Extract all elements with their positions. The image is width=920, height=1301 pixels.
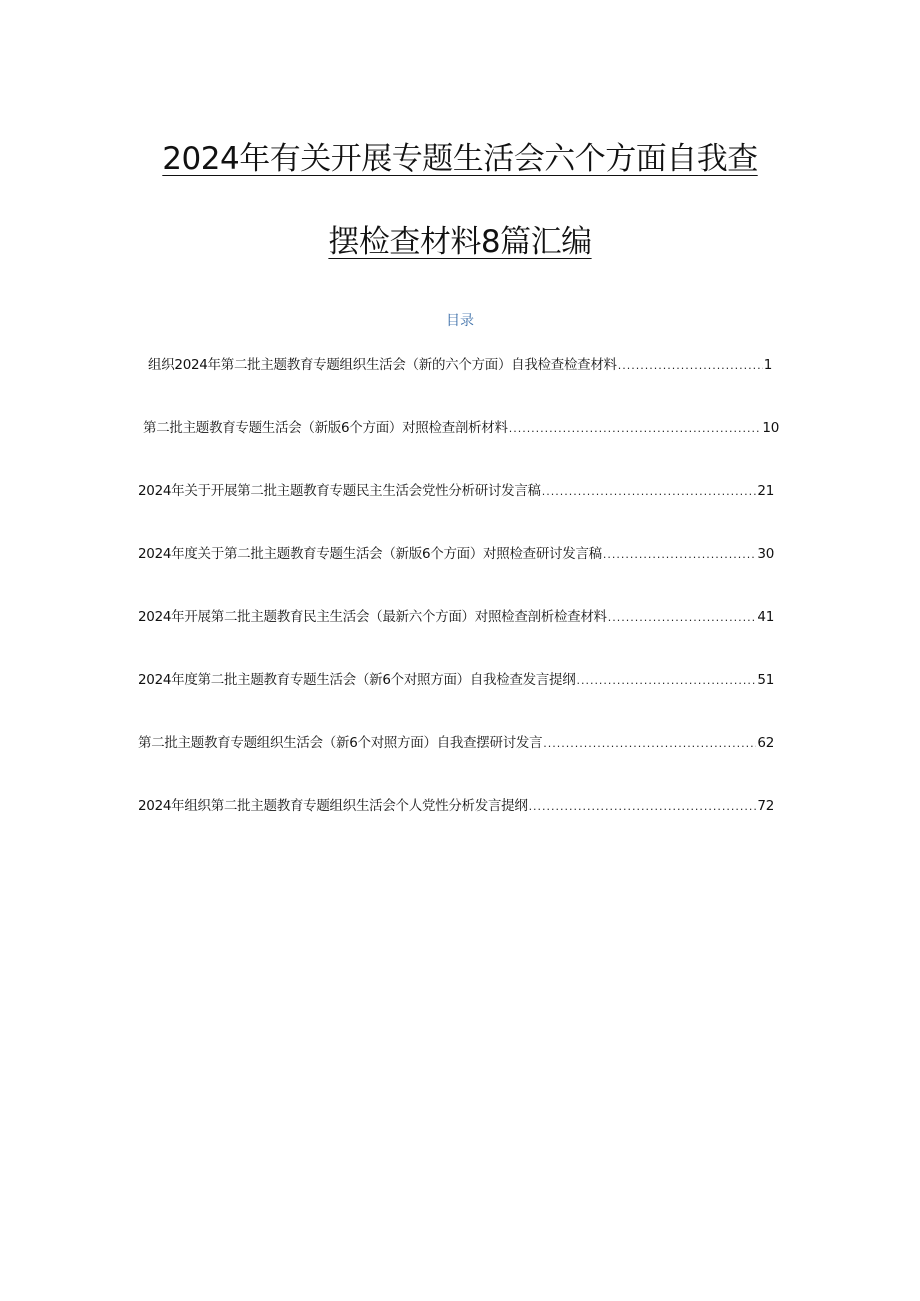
document-title-text-2: 摆检查材料8篇汇编: [328, 224, 592, 260]
toc-entry-page: 21: [757, 483, 774, 499]
document-title-line-1: [0, 139, 920, 179]
toc-entry-title: 2024年度第二批主题教育专题生活会（新6个对照方面）自我检查发言提纲: [138, 672, 576, 688]
toc-entry[interactable]: [148, 355, 772, 375]
toc-entry-page: 41: [757, 609, 774, 625]
toc-heading: 目录: [446, 313, 474, 329]
toc-entry-leader: [618, 356, 763, 376]
toc-entry[interactable]: [138, 481, 774, 501]
toc-entry-leader: [608, 608, 757, 628]
toc-entry[interactable]: [138, 607, 774, 627]
toc-entry-page: 72: [757, 798, 774, 814]
toc-entry[interactable]: [138, 544, 774, 564]
toc-entry-page: 1: [763, 357, 772, 373]
toc-entry-title: 2024年组织第二批主题教育专题组织生活会个人党性分析发言提纲: [138, 798, 528, 814]
toc-entry-page: 51: [757, 672, 774, 688]
toc-entry-title: 2024年度关于第二批主题教育专题生活会（新版6个方面）对照检查研讨发言稿: [138, 546, 602, 562]
toc-entry-leader: [576, 671, 756, 691]
toc-entry-page: 62: [757, 735, 774, 751]
toc-entry-title: 2024年关于开展第二批主题教育专题民主生活会党性分析研讨发言稿: [138, 483, 541, 499]
toc-entry[interactable]: [138, 733, 774, 753]
toc-entry[interactable]: [138, 670, 774, 690]
toc-entry-page: 10: [762, 420, 779, 436]
toc-entry-leader: [542, 482, 757, 502]
toc-entry-leader: [603, 545, 757, 565]
toc-entry-title: 2024年开展第二批主题教育民主生活会（最新六个方面）对照检查剖析检查材料: [138, 609, 607, 625]
toc-entry-title: 组织2024年第二批主题教育专题组织生活会（新的六个方面）自我检查检查材料: [148, 357, 617, 373]
toc-entry[interactable]: [143, 418, 779, 438]
toc-entry-leader: [509, 419, 762, 439]
document-title-line-2: [0, 222, 920, 262]
toc-entry-leader: [529, 797, 757, 817]
toc-entry[interactable]: [138, 796, 774, 816]
toc-entry-leader: [543, 734, 756, 754]
toc-entry-title: 第二批主题教育专题生活会（新版6个方面）对照检查剖析材料: [143, 420, 508, 436]
toc-entry-page: 30: [757, 546, 774, 562]
document-title-text-1: 2024年有关开展专题生活会六个方面自我查: [162, 141, 758, 177]
toc-entry-title: 第二批主题教育专题组织生活会（新6个对照方面）自我查摆研讨发言: [138, 735, 543, 751]
